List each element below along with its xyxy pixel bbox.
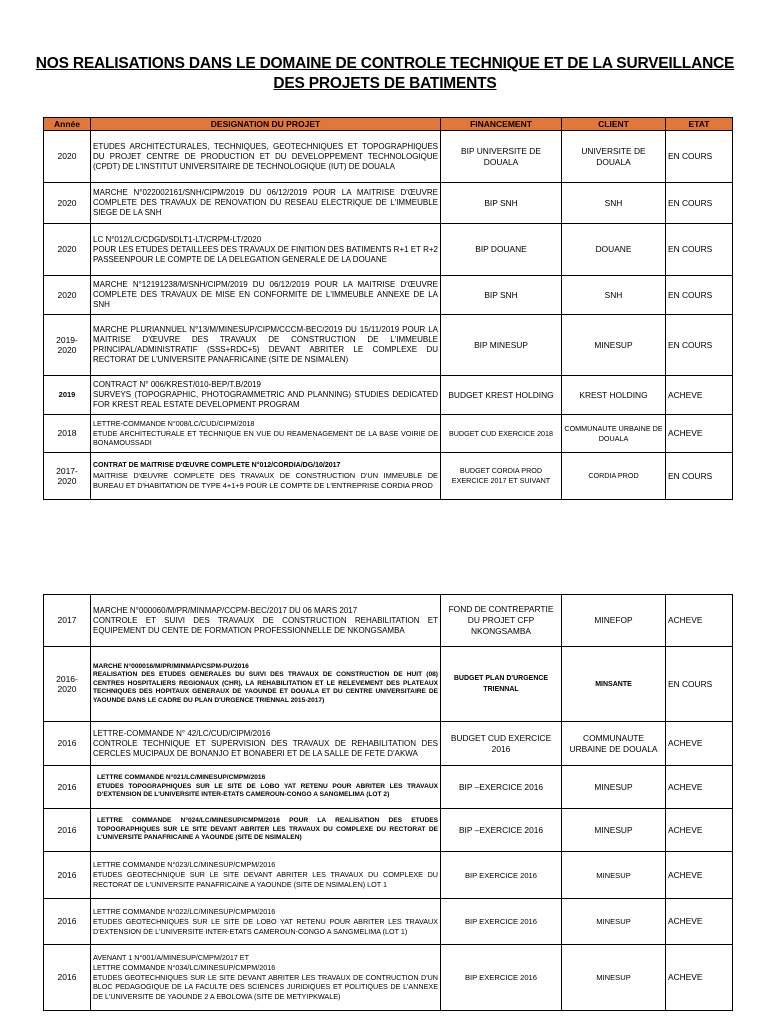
cell-financement: BUDGET PLAN D'URGENCE TRIENNAL [441,647,562,722]
cell-annee: 2016 [44,899,91,945]
cell-financement: BUDGET CUD EXERCICE 2016 [441,722,562,766]
cell-etat: EN COURS [666,131,733,183]
cell-etat: EN COURS [666,453,733,500]
cell-designation [91,766,441,809]
cell-client: SNH [562,276,666,315]
cell-financement: BIP –EXERCICE 2016 [441,809,562,852]
cell-annee: 2017 [44,595,91,647]
cell-annee: 2016 [44,722,91,766]
cell-financement: BIP MINESUP [441,315,562,376]
designation-line: LC N°012/LC/CDGD/SDLT1-LT/CRPM-LT/2020 [93,234,262,244]
designation-line: ETUDE ARCHITECTURALE ET TECHNIQUE EN VUE DU REAMENAGEMENT DE LA BASE VOIRIE DE BONAMOUSSADI [93,428,438,448]
cell-financement: BUDGET KREST HOLDING [441,376,562,415]
cell-client: SNH [562,183,666,224]
cell-designation [91,453,441,500]
cell-designation [91,722,441,766]
cell-designation: MARCHE PLURIANNUEL N°13/M/MINESUP/CIPM/CCCM-BEC/2019 DU 15/11/2019 POUR LA MAITRISE D'ŒUVRE DES TRAVAUX DE CONSTRUCTION DE L'IMMEUBLE PRINCIPAL/ADMINISTRATIF (SSS+RDC+5) DEVANT ABRITER LE COMPLEXE DU RECTORAT DE L'UNIVERSITE PANAFRICAINE (SITE DE NSIMALEN) [91,315,441,376]
cell-financement: BUDGET CUD EXERCICE 2018 [441,415,562,453]
cell-annee: 2016 [44,766,91,809]
header-etat: ETAT [666,118,733,131]
designation-line: ETUDES TOPOGRAPHIQUES SUR LE SITE DE LOBO YAT RETENU POUR ABRITER LES TRAVAUX D'EXTENSION DE L'UNIVERSITE INTER-ETATS CAMEROUN-CONGO A SANGMELIMA (LOT 2) [97,782,438,799]
header-financement: FINANCEMENT [441,118,562,131]
cell-client: MINESUP [562,766,666,809]
cell-client: MINESUP [562,945,666,1011]
table-row [44,766,733,809]
cell-designation [91,415,441,453]
designation-line: LETTRE-COMMANDE N°008/LC/CUD/CIPM/2018 [93,419,255,429]
cell-annee: 2019 [44,376,91,415]
cell-etat: EN COURS [666,315,733,376]
cell-annee: 2016 [44,945,91,1011]
cell-financement: BIP EXERCICE 2016 [441,899,562,945]
table-row [44,276,733,315]
cell-client: CORDIA PROD [562,453,666,500]
table-row [44,722,733,766]
cell-annee: 2020 [44,276,91,315]
cell-financement: BIP EXERCICE 2016 [441,945,562,1011]
page-title [30,54,740,94]
header-designation: DESIGNATION DU PROJET [91,118,441,131]
designation-line: ETUDES GEOTECHNIQUE SUR LE SITE DEVANT ABRITER LES TRAVAUX DU COMPLEXE DU RECTORAT DE L'UNIVERSITE PANAFRICAINE A YAOUNDE (SITE DE NSIMALEN) LOT 1 [93,870,438,889]
page-title-line-1: NOS REALISATIONS DANS LE DOMAINE DE CONTROLE TECHNIQUE ET DE LA SURVEILLANCE [35,55,735,72]
table-row [44,183,733,224]
cell-etat: EN COURS [666,276,733,315]
designation-line: ETUDES GEOTECHNIQUES SUR LE SITE DE LOBO YAT RETENU POUR ABRITER LES TRAVAUX D'EXTENSION DE L'UNIVERSITE INTER-ETATS CAMEROUN-CONGO A SANGMELIMA (LOT 1) [93,916,438,936]
cell-client: MINESUP [562,852,666,899]
cell-financement: BIP EXERCICE 2016 [441,852,562,899]
page-title-line-2: DES PROJETS DE BATIMENTS [273,75,497,92]
cell-etat: ACHEVE [666,595,733,647]
cell-financement: FOND DE CONTREPARTIE DU PROJET CFP NKONGSAMBA [441,595,562,647]
designation-line: LETTRE-COMMANDE N° 42/LC/CUD/CIPM/2016 [93,728,271,738]
cell-client: MINSANTE [562,647,666,722]
cell-designation: MARCHE N°12191238/M/SNH/CIPM/2019 DU 06/12/2019 POUR LA MAITRISE D'ŒUVRE COMPLETE DES TRAVAUX DE MISE EN CONFORMITE DE L'IMMEUBLE ANNEXE DE LA SNH [91,276,441,315]
designation-line: CONTRAT DE MAITRISE D'ŒUVRE COMPLETE N°012/CORDIA/DG/10/2017 [93,462,341,469]
cell-annee: 2018 [44,415,91,453]
cell-client: UNIVERSITE DE DOUALA [562,131,666,183]
designation-line: CONTROLE TECHNIQUE ET SUPERVISION DES TRAVAUX DE REHABILITATION DES CERCLES MUCIPAUX DE BONANJO ET BONABERI ET DE LA SALLE DE FETE D'AKWA [93,738,438,758]
cell-annee: 2020 [44,224,91,276]
cell-financement: BIP SNH [441,276,562,315]
table-row [44,899,733,945]
designation-line: AVENANT 1 N°001/A/MINESUP/CMPM/2017 ET [93,953,249,962]
cell-client: DOUANE [562,224,666,276]
cell-financement: BIP –EXERCICE 2016 [441,766,562,809]
cell-financement: BUDGET CORDIA PROD EXERCICE 2017 ET SUIVANT [441,453,562,500]
designation-line: SURVEYS (TOPOGRAPHIC, PHOTOGRAMMETRIC AND PLANNING) STUDIES DEDICATED FOR KREST REAL ESTATE DEVELOPMENT PROGRAM [93,390,438,409]
cell-etat: EN COURS [666,647,733,722]
designation-line: MAITRISE D'ŒUVRE COMPLETE DES TRAVAUX DE CONSTRUCTION D'UN IMMEUBLE DE BUREAU ET D'HABITATION DE TYPE 4+1+9 POUR LE COMPTE DE L'ENTREPRISE CORDIA PROD [93,471,438,490]
cell-annee: 2017- 2020 [44,453,91,500]
cell-designation: ETUDES ARCHITECTURALES, TECHNIQUES, GEOTECHNIQUES ET TOPOGRAPHIQUES DU PROJET CENTRE DE PRODUCTION ET DU DEVELOPPEMENT TECHNOLOGIQUE (CPDT) DE L'INSTITUT UNIVERSITAIRE DE TECHNOLOGIQUE (IUT) DE DOUALA [91,131,441,183]
table-row [44,315,733,376]
cell-etat: EN COURS [666,183,733,224]
cell-designation [91,809,441,852]
header-annee: Année [44,118,91,131]
cell-annee: 2019- 2020 [44,315,91,376]
table-row [44,415,733,453]
table-row [44,453,733,500]
table-row [44,809,733,852]
designation-line: POUR LES ETUDES DETAILLEES DES TRAVAUX DE FINITION DES BATIMENTS R+1 ET R+2 PASSEENPOUR LE COMPTE DE LA DELEGATION GENERALE DE LA DOUANE [93,244,438,264]
table-row [44,945,733,1011]
cell-annee: 2020 [44,131,91,183]
cell-designation [91,647,441,722]
cell-designation: MARCHE N°022002161/SNH/CIPM/2019 DU 06/12/2019 POUR LA MAITRISE D'ŒUVRE COMPLETE DES TRAVAUX DE RENOVATION DU RESEAU ELECTRIQUE DE L'IMMEUBLE SIEGE DE LA SNH [91,183,441,224]
cell-etat: ACHEVE [666,376,733,415]
cell-client: KREST HOLDING [562,376,666,415]
cell-etat: ACHEVE [666,766,733,809]
table-row [44,595,733,647]
cell-financement: BIP UNIVERSITE DE DOUALA [441,131,562,183]
header-client: CLIENT [562,118,666,131]
designation-line: CONTROLE ET SUIVI DES TRAVAUX DE CONSTRUCTION REHABILITATION ET EQUIPEMENT DU CENTE DE FORMATION PROFESSIONNELLE DE NKONGSAMBA [93,615,438,635]
cell-client: MINESUP [562,809,666,852]
cell-etat: EN COURS [666,224,733,276]
cell-client: MINEFOP [562,595,666,647]
designation-line: LETTRE COMMANDE N°023/LC/MINESUP/CMPM/2016 [93,860,276,869]
cell-client: MINESUP [562,899,666,945]
cell-designation [91,945,441,1011]
cell-designation [91,376,441,415]
designation-line: ETUDES GEOTECHNIQUES SUR LE SITE DEVANT ABRITER LES TRAVAUX DE CONTRUCTION D'UN BLOC PEDAGOGIQUE DE LA FACULTE DES SCIENCES JURIDIQUES ET POLITIQUES DE L'ANNEXE DE L'UNIVERSITE DE YAOUNDE 2 A EBOLOWA (SITE DE METYIPKWALE) [93,972,438,1002]
designation-line: LETTRE COMMANDE N°021/LC/MINESUP/CMPM/2016 [97,774,266,782]
table-row [44,224,733,276]
table-row [44,852,733,899]
cell-etat: ACHEVE [666,415,733,453]
designation-line: CONTRACT N° 006/KREST/010-BEP/T.B/2019 [93,380,262,389]
cell-financement: BIP SNH [441,183,562,224]
realisations-table-1 [43,117,733,500]
cell-designation [91,899,441,945]
designation-line: MARCHE N°000016/M/PR/MINMAP/CSPM-PU/2016 [93,662,249,670]
cell-designation [91,224,441,276]
cell-client: MINESUP [562,315,666,376]
cell-etat: ACHEVE [666,722,733,766]
realisations-table-2 [43,594,733,1011]
table-row [44,376,733,415]
cell-designation [91,595,441,647]
cell-annee: 2016- 2020 [44,647,91,722]
table-header-row [44,118,733,131]
designation-line: REALISATION DES ETUDES GENERALES DU SUIVI DES TRAVAUX DE CONSTRUCTION DE HUIT (08) CENTRES HOSPITALIERS REGIONAUX (CHR), LA REHABILITATION ET LE RELEVEMENT DES PLATEAUX TECHNIQUES DES HOPITAUX GENERAUX DE YAOUNDE ET DOUALA ET DU CENTRE UNIVERSITAIRE DE YAOUNDE DANS LE CADRE DU PLAN D'URGENCE TRIENNAL 2015-2017) [93,671,438,704]
cell-client: COMMUNAUTE URBAINE DE DOUALA [562,415,666,453]
cell-designation [91,852,441,899]
cell-etat: ACHEVE [666,945,733,1011]
designation-line: LETTRE COMMANDE N°022/LC/MINESUP/CMPM/2016 [93,906,276,916]
designation-line: MARCHE N°000060/M/PR/MINMAP/CCPM-BEC/2017 DU 06 MARS 2017 [93,605,358,615]
cell-etat: ACHEVE [666,809,733,852]
table-row [44,647,733,722]
cell-annee: 2016 [44,809,91,852]
cell-etat: ACHEVE [666,899,733,945]
cell-annee: 2020 [44,183,91,224]
cell-etat: ACHEVE [666,852,733,899]
designation-line: LETTRE COMMANDE N°034/LC/MINESUP/CMPM/2016 [93,962,276,972]
table-row [44,131,733,183]
cell-financement: BIP DOUANE [441,224,562,276]
cell-annee: 2016 [44,852,91,899]
cell-client: COMMUNAUTE URBAINE DE DOUALA [562,722,666,766]
designation-line: LETTRE COMMANDE N°024/LC/MINESUP/CMPM/2016 POUR LA REALISATION DES ETUDES TOPOGRAPHIQUES SUR LE SITE DEVANT ABRITER LES TRAVAUX DU COMPLEXE DU RECTORAT DE L'UNIVERSITE PANAFRICAINE A YAOUNDE (SITE DE NSIMALEN) [97,817,438,842]
